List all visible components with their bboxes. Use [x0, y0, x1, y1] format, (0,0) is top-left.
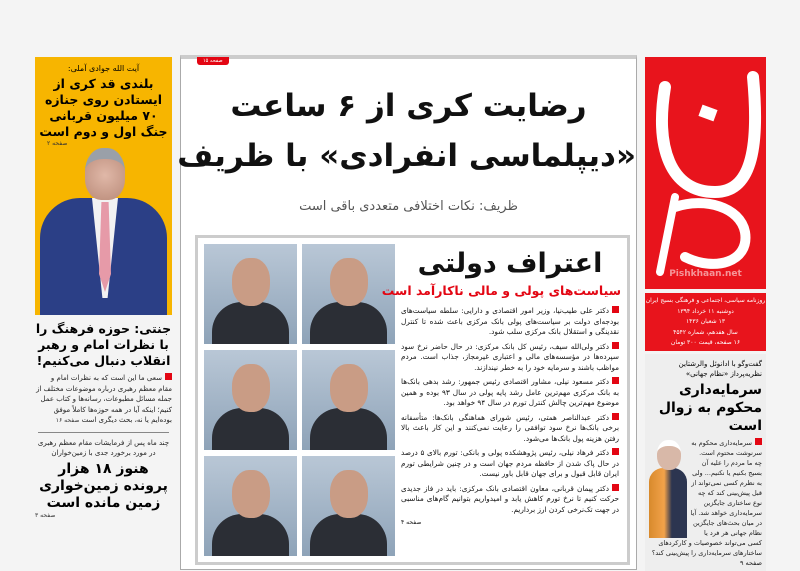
bullet-icon	[612, 306, 619, 313]
kicker: گفت‌وگو با ادانوئل والرشتاین نظریه‌پرداز «نظام جهانی»	[678, 360, 762, 378]
page-ref: صفحه ۲	[47, 140, 68, 147]
top-left-feature[interactable]	[35, 57, 172, 315]
portrait-photo	[204, 456, 297, 556]
bullet-icon	[165, 373, 172, 380]
page-ref: صفحه ۳	[35, 511, 56, 519]
portrait-photo	[204, 350, 297, 450]
story-jannati-headline[interactable]: جنتی: حوزه فرهنگ را با نظرات امام و رهبر انقلاب دنبال می‌کنیم!	[35, 321, 172, 368]
feature-text	[381, 246, 621, 560]
bullet-icon	[612, 342, 619, 349]
wallerstein-photo	[649, 438, 687, 538]
logo-calligraphy-icon	[645, 57, 766, 289]
story-jannati-body: سعی ما این است که به نظرات امام و مقام معظم رهبری درباره موضوعات مختلف از جمله مسائل مطبوعات، رسانه‌ها و کتاب عمل کنیم؛ اینکه آیا در همه حوزه‌ها کاملاً موفق بوده‌ایم یا نه، بحث دیگری است صفحه ۱۶	[36, 374, 172, 424]
bullet-icon	[612, 484, 619, 491]
feature-headline[interactable]: اعتراف دولتی	[417, 248, 603, 279]
quote-item: دکتر مسعود نیلی، مشاور اقتصادی رئیس جمهور: رشد بدهی بانک‌ها به بانک مرکزی مهم‌ترین عامل رشد پایه پولی در سال ۹۳ بوده و همین موضوع مهم‌ترین چالش کنترل تورم در سال ۹۴ خواهد بود.	[401, 377, 619, 407]
quote-item: دکتر علی طیب‌نیا، وزیر امور اقتصادی و دارایی: سلطه سیاست‌های بودجه‌ای دولت بر سیاست‌های پولی بانک مرکزی باعث شده تا کنترل نقدینگی و استقلال بانک مرکزی سلب شود.	[401, 306, 619, 336]
bullet-icon	[612, 377, 619, 384]
left-column-stories	[35, 321, 172, 571]
kerry-photo	[40, 148, 167, 315]
portrait-photo	[204, 244, 297, 344]
bullet-icon	[612, 448, 619, 455]
main-headline[interactable]: رضایت کری از ۶ ساعت «دیپلماسی انفرادی» با ظریف	[177, 88, 636, 174]
main-story	[177, 55, 637, 570]
headline: سرمایه‌داری محکوم به زوال است	[658, 382, 762, 434]
story-land-kicker: چند ماه پس از فرمایشات مقام معظم رهبری در مورد برخورد جدی با زمین‌خواران	[37, 438, 170, 457]
portrait-photo	[302, 350, 395, 450]
wallerstein-story[interactable]	[645, 354, 766, 571]
page-tag: صفحه ۱۵	[197, 57, 229, 65]
quote-item: دکتر فرهاد نیلی، رئیس پژوهشکده پولی و بانکی: تورم بالای ۵ درصد در حال پاک شدن از حافظه مردم جهان است و در چنین شرایطی تورم ایران قابل قبول و برای جهان قابل باور نیست.	[401, 448, 619, 478]
portrait-photo	[302, 456, 395, 556]
feature-subheadline: سیاست‌های پولی و مالی ناکارآمد است	[381, 283, 621, 298]
quote-item: دکتر ولی‌الله سیف، رئیس کل بانک مرکزی: در حال حاضر نرخ سود سپرده‌ها در مؤسسه‌های مالی و اعتباری غیرمجاز، جذاب است. مردم مواظب باشند و سرمایه خود را به خطر نیندازند.	[401, 341, 619, 372]
watermark: Pishkhaan.net	[669, 269, 742, 279]
page-ref: صفحه ۹	[739, 559, 762, 567]
newspaper-logo	[645, 57, 766, 289]
divider	[38, 432, 169, 433]
quote-item: دکتر پیمان قربانی، معاون اقتصادی بانک مرکزی: باید در فاز جدیدی حرکت کنیم تا نرخ تورم کاهش یابد و امیدواریم بتوانیم گام‌های مناسبی در جهت تک‌نرخی کردن ارز برداریم.	[401, 483, 619, 514]
page-ref: صفحه ۴	[401, 519, 422, 526]
kicker: آیت الله جوادی آملی:	[67, 64, 140, 73]
bullet-icon	[612, 413, 619, 420]
bullet-icon	[755, 438, 762, 445]
quote-list	[399, 306, 621, 527]
story-land-headline[interactable]: هنوز ۱۸ هزار پرونده زمین‌خواری زمین مانده است	[39, 460, 168, 511]
main-subheadline: ظریف: نکات اختلافی متعددی باقی است	[299, 199, 518, 214]
feature-box	[195, 235, 630, 565]
story-body: سرمایه‌داری محکوم به سرنوشت محتوم است. چه ما مردم را علیه آن بسیج بکنیم یا نکنیم... ولی به نظرم کسی نمی‌تواند از قبل پیش‌بینی کند که چه نوع ساختاری جایگزین سرمایه‌داری خواهد شد. آیا در میان بحث‌های جایگزین نظام جهانی هر فرد یا کسی می‌تواند خصوصیات و کارکردهای ساختارهای سرمایه‌داری را پیش‌بینی کند؟ صفحه ۹	[649, 438, 762, 568]
issue-info: روزنامه سیاسی، اجتماعی و فرهنگی بسیج ایران دوشنبه ۱۱ خرداد ۱۳۹۴ ۱۳ شعبان ۱۴۳۶ سال هفدهم، شماره ۴۵۴۲ ۱۶ صفحه، قیمت ۳۰۰ تومان	[645, 293, 766, 351]
headline: بلندی قد کری از ایستادن روی جنازه ۷۰ میلیون قربانی جنگ اول و دوم است	[39, 76, 168, 139]
quote-item: دکتر عبدالناصر همتی، رئیس شورای هماهنگی بانک‌ها: متأسفانه برخی بانک‌ها نرخ سود توافقی را رعایت نمی‌کنند و این کار باعث بالا رفتن هزینه پول بانک‌ها می‌شود.	[401, 412, 619, 443]
